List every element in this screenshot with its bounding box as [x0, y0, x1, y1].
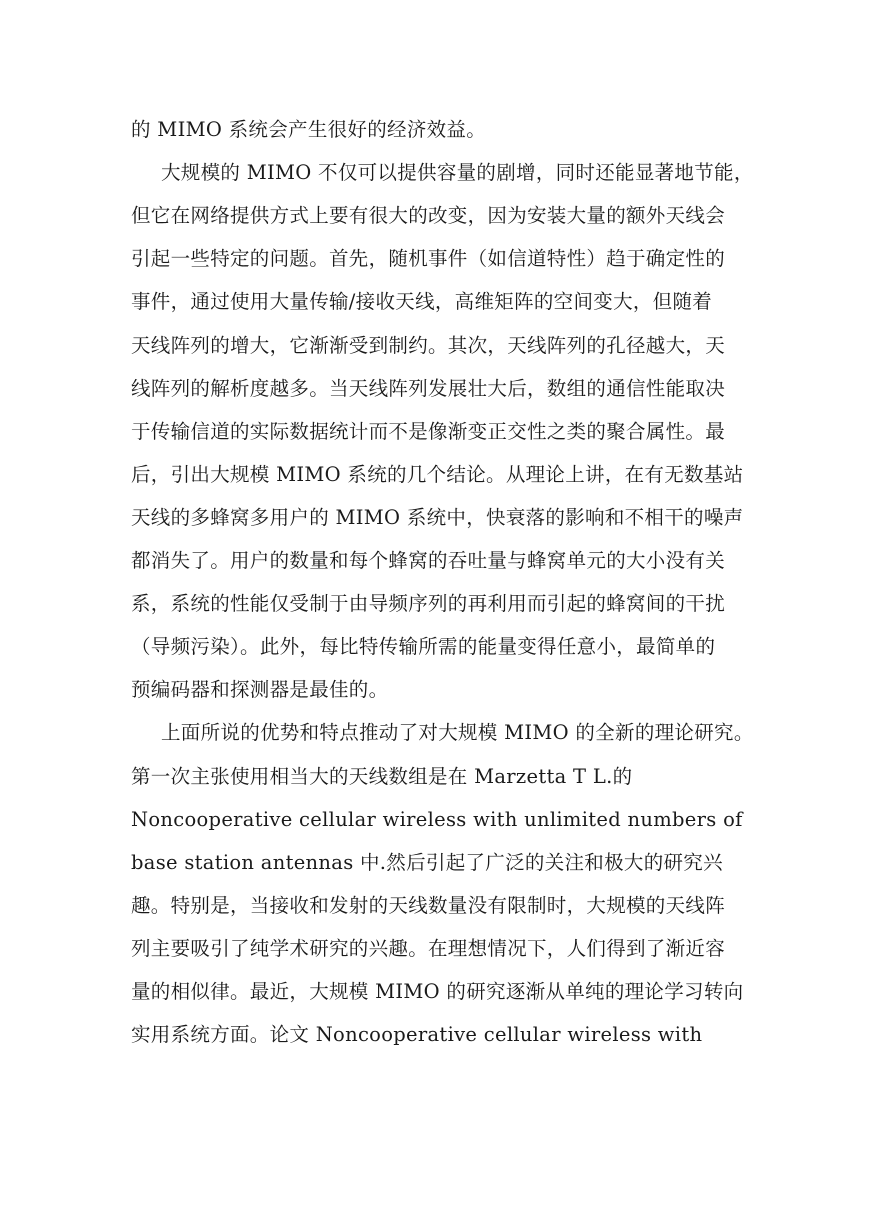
text-line: 后，引出大规模 MIMO 系统的几个结论。从理论上讲，在有无数基站: [131, 463, 744, 486]
text-line: 线阵列的解析度越多。当天线阵列发展壮大后，数组的通信性能取决: [131, 377, 726, 400]
text-line: base station antennas 中.然后引起了广泛的关注和极大的研究兴: [131, 851, 723, 874]
text-line: 天线阵列的增大，它渐渐受到制约。其次，天线阵列的孔径越大，天: [131, 334, 726, 357]
text-line: 但它在网络提供方式上要有很大的改变，因为安装大量的额外天线会: [131, 204, 726, 227]
text-line: （导频污染）。此外，每比特传输所需的能量变得任意小，最简单的: [131, 635, 716, 658]
text-line: 量的相似律。最近，大规模 MIMO 的研究逐渐从单纯的理论学习转向: [131, 980, 744, 1003]
text-line: 的 MIMO 系统会产生很好的经济效益。: [131, 118, 487, 141]
text-line: Noncooperative cellular wireless with unlimited numbers of: [131, 808, 743, 831]
text-line: 上面所说的优势和特点推动了对大规模 MIMO 的全新的理论研究。: [161, 721, 754, 744]
text-line: 系，系统的性能仅受制于由导频序列的再利用而引起的蜂窝间的干扰: [131, 592, 726, 615]
text-line: 趣。特别是，当接收和发射的天线数量没有限制时，大规模的天线阵: [131, 894, 726, 917]
text-line: 列主要吸引了纯学术研究的兴趣。在理想情况下，人们得到了渐近容: [131, 937, 726, 960]
text-line: 事件，通过使用大量传输/接收天线，高维矩阵的空间变大，但随着: [131, 290, 713, 313]
text-line: 预编码器和探测器是最佳的。: [131, 678, 389, 701]
text-line: 于传输信道的实际数据统计而不是像渐变正交性之类的聚合属性。最: [131, 420, 726, 443]
text-line: 都消失了。用户的数量和每个蜂窝的吞吐量与蜂窝单元的大小没有关: [131, 549, 726, 572]
text-line: 大规模的 MIMO 不仅可以提供容量的剧增，同时还能显著地节能，: [161, 161, 754, 184]
text-line: 实用系统方面。论文 Noncooperative cellular wireless with: [131, 1023, 703, 1046]
text-line: 天线的多蜂窝多用户的 MIMO 系统中，快衰落的影响和不相干的噪声: [131, 506, 744, 529]
text-line: 引起一些特定的问题。首先，随机事件（如信道特性）趋于确定性的: [131, 247, 726, 270]
text-line: 第一次主张使用相当大的天线数组是在 Marzetta T L.的: [131, 765, 633, 788]
